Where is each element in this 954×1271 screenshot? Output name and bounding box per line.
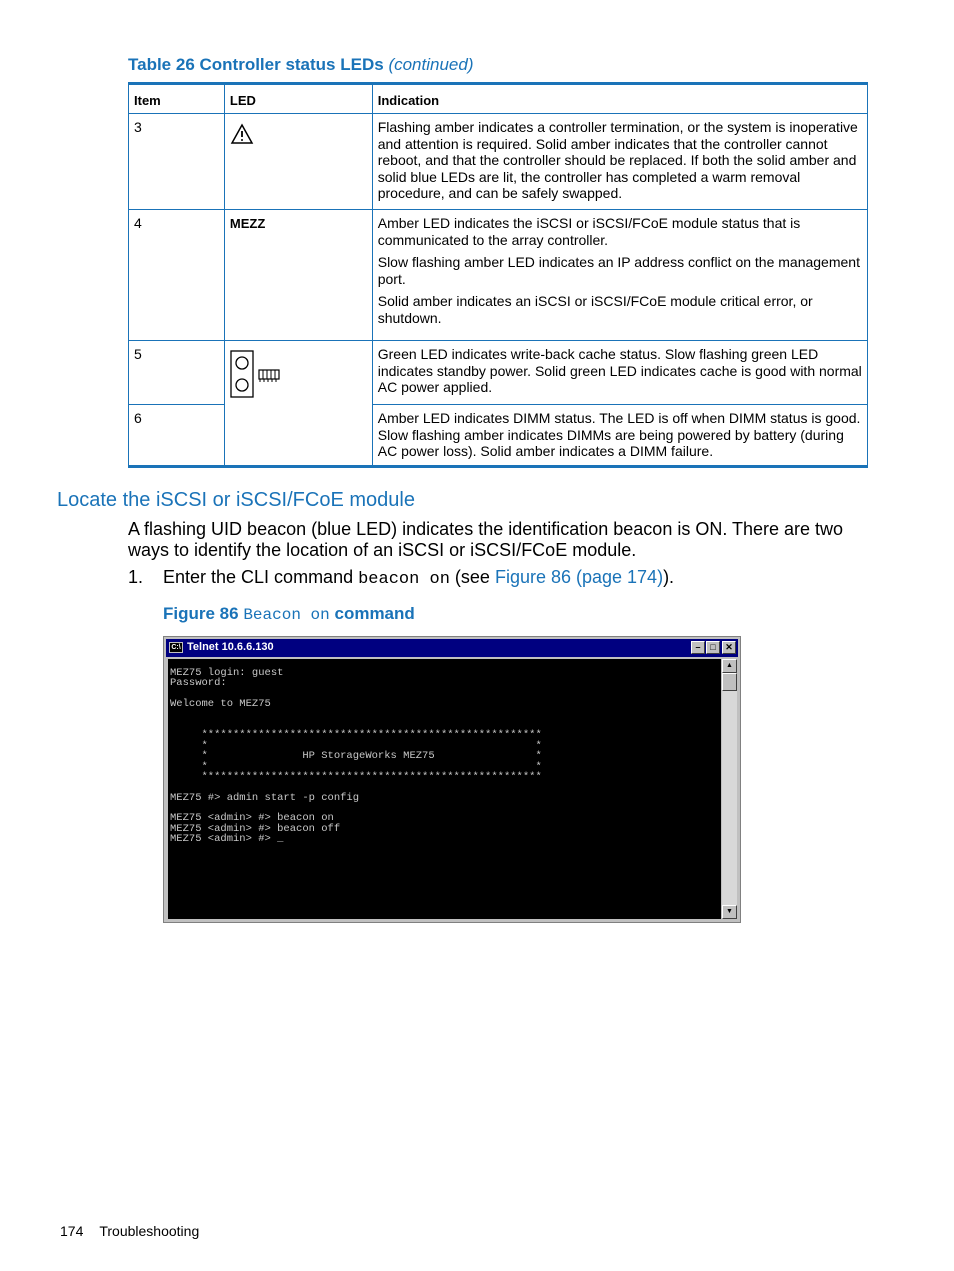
header-indication: Indication — [372, 84, 867, 114]
row-indication — [372, 405, 867, 467]
figure-link[interactable]: Figure 86 (page 174) — [494, 567, 664, 587]
table-row — [129, 114, 868, 210]
terminal-line: Welcome to MEZ75 — [170, 698, 271, 711]
terminal-output[interactable] — [168, 659, 721, 919]
row-item: 5 — [129, 341, 225, 405]
telnet-titlebar[interactable] — [166, 639, 738, 657]
step-text-mid: (see — [449, 567, 495, 587]
controller-status-leds-table — [128, 82, 868, 468]
table-caption-suffix: (continued) — [388, 55, 474, 74]
header-led: LED — [224, 84, 372, 114]
close-icon[interactable]: ✕ — [722, 641, 736, 654]
indication-text: Amber LED indicates the iSCSI or iSCSI/FCoE module status that is communicated to the array controller. — [377, 215, 801, 248]
scroll-up-icon[interactable]: ▲ — [722, 659, 737, 673]
terminal-line: * * — [170, 739, 542, 752]
row-led — [224, 210, 372, 341]
step-1 — [128, 566, 868, 591]
indication-text: Solid amber indicates an iSCSI or iSCSI/FCoE module critical error, or shutdown. — [377, 293, 813, 326]
table-caption — [128, 55, 474, 75]
section-paragraph: A flashing UID beacon (blue LED) indicates the identification beacon is ON. There are two ways to identify the location of an iSCSI or iSCSI/FCoE module. — [128, 519, 844, 560]
row-indication — [372, 114, 867, 210]
console-icon: C:\ — [169, 642, 183, 653]
step-code: beacon on — [358, 570, 450, 589]
section-heading: Locate the iSCSI or iSCSI/FCoE module — [57, 489, 415, 511]
step-text-post: ). — [663, 567, 675, 587]
page-footer — [60, 1223, 199, 1239]
warning-triangle-icon — [230, 123, 254, 145]
header-item: Item — [129, 84, 225, 114]
page-number: 174 — [60, 1223, 84, 1239]
terminal-line: * HP StorageWorks MEZ75 * — [170, 750, 542, 763]
terminal-line: MEZ75 <admin> #> beacon on — [170, 812, 334, 825]
terminal-line — [170, 710, 721, 720]
table-caption-title: Table 26 Controller status LEDs — [128, 55, 384, 74]
terminal-line: MEZ75 login: guest — [170, 667, 284, 679]
row-indication — [372, 341, 867, 405]
scroll-thumb[interactable] — [722, 673, 737, 691]
figure-label: Figure 86 — [163, 604, 239, 623]
terminal-line: Password: — [170, 677, 227, 690]
terminal-line: MEZ75 #> admin start -p config — [170, 791, 360, 804]
indication-text: Slow flashing amber LED indicates an IP address conflict on the management port. — [377, 254, 860, 287]
telnet-title: Telnet 10.6.6.130 — [187, 641, 274, 653]
indication-text: Amber LED indicates DIMM status. The LED is off when DIMM status is good. Slow flashing amber indicates DIMMs are being powered by battery (during AC power loss). Solid amber indicates a DIMM failure. — [377, 410, 861, 460]
terminal-line: MEZ75 <admin> #> _ — [170, 833, 284, 846]
table-row — [129, 210, 868, 341]
row-item: 4 — [129, 210, 225, 341]
telnet-window — [163, 636, 741, 923]
cache-dimm-led-icon — [230, 350, 284, 400]
row-led — [224, 114, 372, 210]
indication-text: Green LED indicates write-back cache status. Slow flashing green LED indicates standby power. Solid green LED indicates cache is good with normal AC power applied. — [377, 346, 862, 396]
terminal-scrollbar[interactable] — [722, 659, 737, 919]
figure-caption — [163, 604, 415, 624]
maximize-icon[interactable]: □ — [706, 641, 720, 654]
indication-text: Flashing amber indicates a controller termination, or the system is inoperative and attention is required. Solid amber indicates that the controller cannot reboot, and that the controller should be replaced. If both the solid amber and solid blue LEDs are lit, the controller has completed a warm removal procedure, and can be safely swapped. — [377, 119, 858, 202]
footer-section: Troubleshooting — [99, 1223, 200, 1239]
figure-suffix: command — [334, 604, 415, 623]
figure-code: Beacon on — [243, 606, 330, 624]
table-header-row — [129, 84, 868, 114]
mezz-label: MEZZ — [229, 216, 266, 231]
row-led — [224, 341, 372, 467]
terminal-line: ****************************************************** — [170, 729, 542, 742]
terminal-line: MEZ75 <admin> #> beacon off — [170, 822, 341, 835]
step-number: 1. — [128, 567, 144, 587]
row-item: 6 — [129, 405, 225, 467]
scroll-down-icon[interactable]: ▼ — [722, 905, 737, 919]
terminal-line: * * — [170, 760, 542, 773]
step-text-pre: Enter the CLI command — [163, 567, 359, 587]
row-item: 3 — [129, 114, 225, 210]
terminal-line: ****************************************************** — [170, 770, 542, 783]
row-indication — [372, 210, 867, 341]
minimize-icon[interactable]: – — [691, 641, 705, 654]
table-row — [129, 341, 868, 405]
